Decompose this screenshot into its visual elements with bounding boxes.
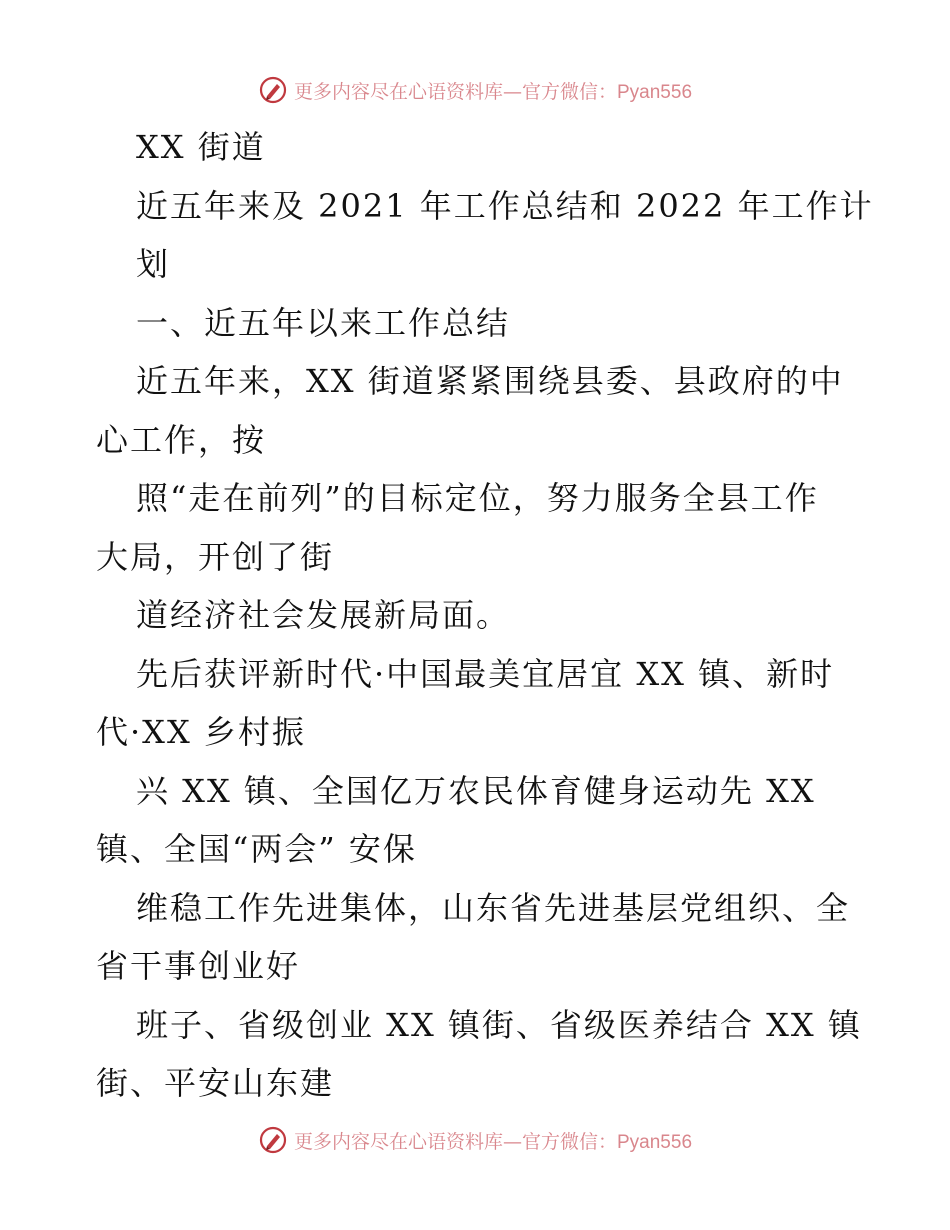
- section-heading: 一、近五年以来工作总结: [136, 303, 511, 342]
- paragraph-line: 先后获评新时代·中国最美宜居宜 XX 镇、新时: [136, 654, 835, 693]
- footer-wechat-id: Pyan556: [617, 1131, 693, 1153]
- paragraph-line: 维稳工作先进集体，山东省先进基层党组织、全: [136, 888, 851, 927]
- paragraph-line: 近五年来，XX 街道紧紧围绕县委、县政府的中: [136, 362, 844, 400]
- pen-logo-icon: [258, 1125, 288, 1155]
- header-banner-inner: [258, 75, 692, 105]
- doc-title-main-cont: 划: [136, 245, 171, 283]
- paragraph-line: 大局，开创了街: [96, 537, 335, 576]
- footer-banner-inner: [258, 1125, 692, 1155]
- footer-banner: [0, 1120, 950, 1160]
- doc-title-street: XX 街道: [136, 128, 266, 166]
- paragraph-line: 班子、省级创业 XX 镇街、省级医养结合 XX 镇: [136, 1005, 862, 1044]
- header-wechat-id: Pyan556: [617, 81, 693, 103]
- paragraph-line: 街、平安山东建: [96, 1064, 335, 1102]
- paragraph-line: 镇、全国“两会” 安保: [96, 830, 417, 868]
- paragraph-line: 代·XX 乡村振: [96, 713, 306, 751]
- header-slogan: [294, 77, 692, 104]
- header-slogan-text: 更多内容尽在心语资料库—官方微信：: [293, 80, 617, 103]
- header-banner: [0, 70, 950, 110]
- paragraph-line: 兴 XX 镇、全国亿万农民体育健身运动先 XX: [136, 771, 816, 810]
- paragraph-line: 省干事创业好: [96, 947, 301, 985]
- doc-title-main: 近五年来及 2021 年工作总结和 2022 年工作计: [136, 186, 874, 225]
- footer-slogan-text: 更多内容尽在心语资料库—官方微信：: [293, 1130, 617, 1153]
- paragraph-line: 道经济社会发展新局面。: [136, 596, 511, 634]
- paragraph-line: 心工作，按: [96, 420, 267, 459]
- pen-logo-icon: [258, 75, 288, 105]
- document-body: [96, 118, 874, 1113]
- footer-slogan: [294, 1127, 692, 1154]
- paragraph-line: 照“走在前列”的目标定位，努力服务全县工作: [136, 479, 819, 517]
